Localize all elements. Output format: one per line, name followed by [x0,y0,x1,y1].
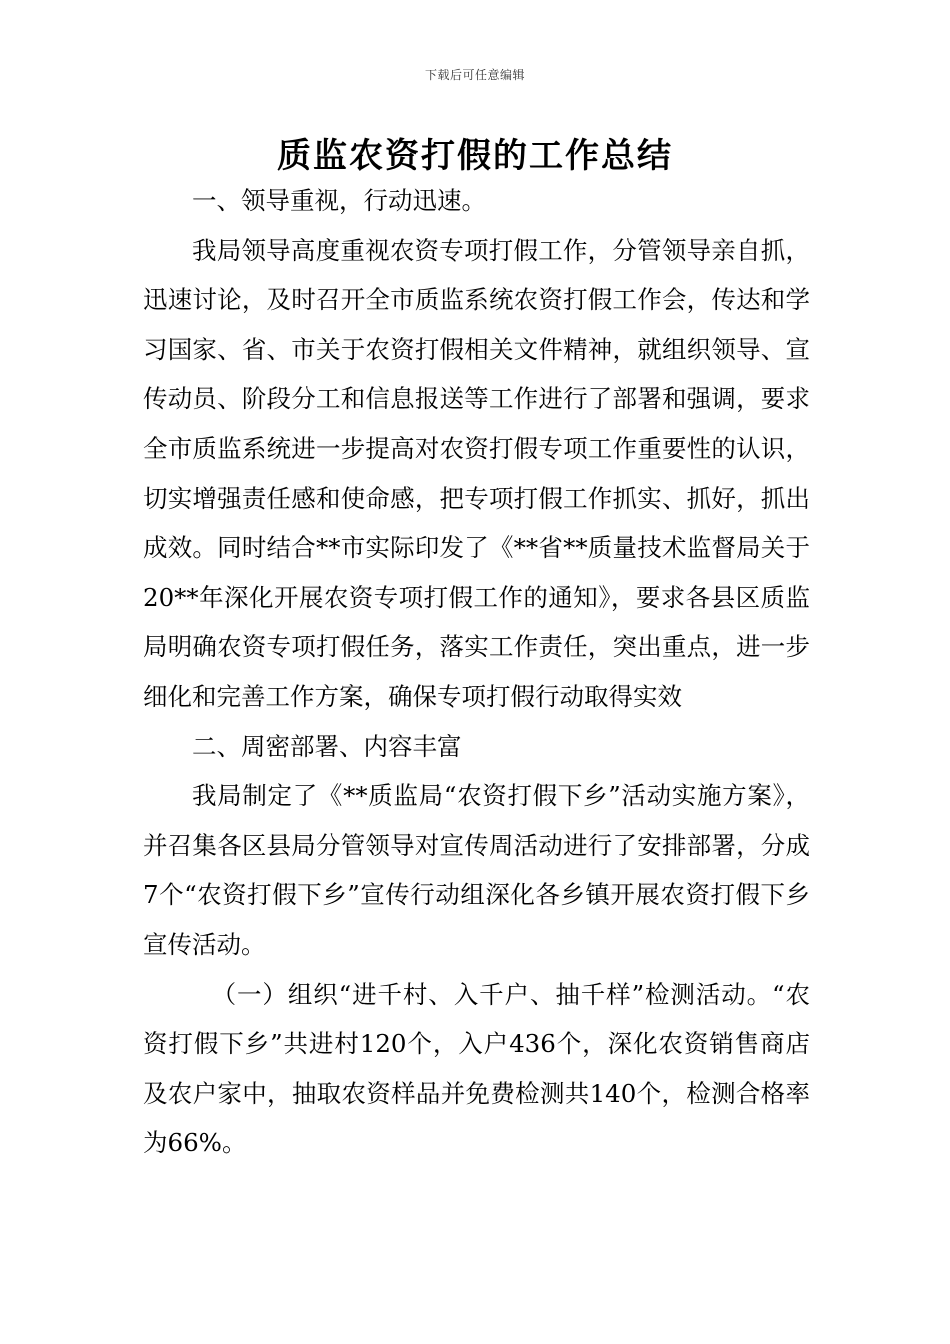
body-paragraph-1: 我局领导高度重视农资专项打假工作，分管领导亲自抓，迅速讨论，及时召开全市质监系统农资打假工作会，传达和学习国家、省、市关于农资打假相关文件精神，就组织领导、宣传动员、阶段分工和信息报送等工作进行了部署和强调，要求全市质监系统进一步提高对农资打假专项工作重要性的认识，切实增强责任感和使命感，把专项打假工作抓实、抓好，抓出成效。同时结合**市实际印发了《**省**质量技术监督局关于20**年深化开展农资专项打假工作的通知》，要求各县区质监局明确农资专项打假任务，落实工作责任，突出重点，进一步细化和完善工作方案，确保专项打假行动取得实效 [143,235,810,711]
section-heading-2: 二、周密部署、内容丰富 [192,731,462,761]
body-paragraph-2: 我局制定了《**质监局“农资打假下乡”活动实施方案》，并召集各区县局分管领导对宣传周活动进行了安排部署，分成7个“农资打假下乡”宣传行动组深化各乡镇开展农资打假下乡宣传活动。 [143,781,810,959]
document-body [143,176,810,1168]
header-note: 下载后可任意编辑 [424,68,525,82]
section-heading-1: 一、领导重视，行动迅速。 [192,186,486,215]
document-title: 质监农资打假的工作总结 [277,136,673,176]
body-paragraph-3: （一）组织“进千村、入千户、抽千样”检测活动。“农资打假下乡”共进村120个，入户436个，深化农资销售商店及农户家中，抽取农资样品并免费检测共140个，检测合格率为66%。 [143,979,810,1158]
